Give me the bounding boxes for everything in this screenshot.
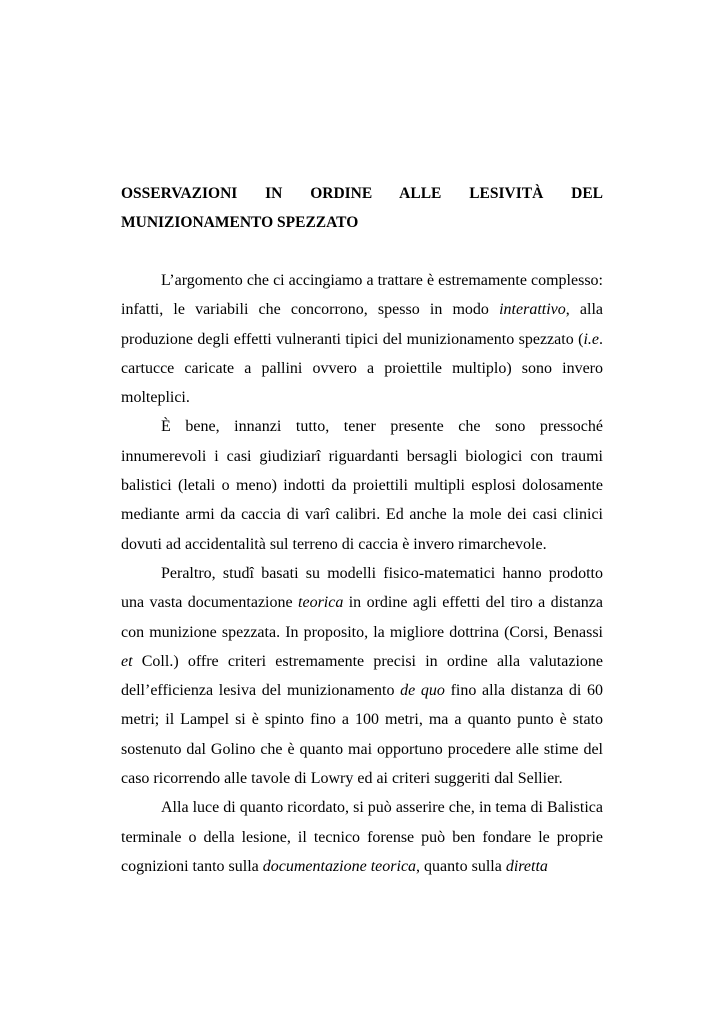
text-run: fino alla distanza di 60 metri; il Lampel si è spinto fino a 100 metri, ma a quanto punto è stato sostenuto dal Golino che è quanto mai opportuno procedere alle stime del caso ricorrendo alle tavole di Lowry ed ai criteri suggeriti dal Sellier. [121,682,604,788]
document-content [121,179,603,881]
italic-run: diretta [505,857,548,875]
paragraph [121,412,603,558]
text-run: . cartucce caricate a pallini ovvero a proiettile multiplo) sono invero molteplici. [121,330,603,407]
text-run: in ordine agli effetti del tiro a distanza con munizione spezzata. In proposito, la migliore dottrina (Corsi, Benassi [121,594,603,641]
title-line-2: MUNIZIONAMENTO SPEZZATO [121,214,359,231]
italic-run: et [121,652,133,670]
document-title [121,179,603,237]
text-run: , quanto sulla [416,857,506,875]
italic-run: i.e [583,330,599,348]
text-run: , alla produzione degli effetti vulneranti tipici del munizionamento spezzato ( [121,301,604,348]
text-run: L’argomento che ci accingiamo a trattare è estremamente complesso: infatti, le variabili che concorrono, spesso in modo [121,272,603,319]
italic-run: interattivo [499,301,566,319]
text-run: Alla luce di quanto ricordato, si può asserire che, in tema di Balistica terminale o della lesione, il tecnico forense può ben fondare le proprie cognizioni tanto sulla [121,799,603,875]
body-text [121,266,603,881]
text-run: Coll.) offre criteri estremamente precisi in ordine alla valutazione dell’efficienza lesiva del munizionamento [121,652,603,700]
italic-run: documentazione teorica [262,857,417,875]
paragraph [121,793,603,881]
paragraph [121,266,603,412]
text-run: È bene, innanzi tutto, tener presente che sono pressoché innumerevoli i casi giudiziarî riguardanti bersagli biologici con traumi balistici (letali o meno) indotti da proiettili multipli esplosi dolosamente mediante armi da caccia di varî calibri. Ed anche la mole dei casi clinici dovuti ad accidentalità sul terreno di caccia è invero rimarchevole. [121,418,603,553]
italic-run: de quo [400,682,445,700]
paragraph [121,559,603,793]
title-line-1: OSSERVAZIONI IN ORDINE ALLE LESIVITÀ DEL [121,185,603,202]
italic-run: teorica [298,594,344,612]
text-run: Peraltro, studî basati su modelli fisico-matematici hanno prodotto una vasta documentazione [121,564,603,612]
